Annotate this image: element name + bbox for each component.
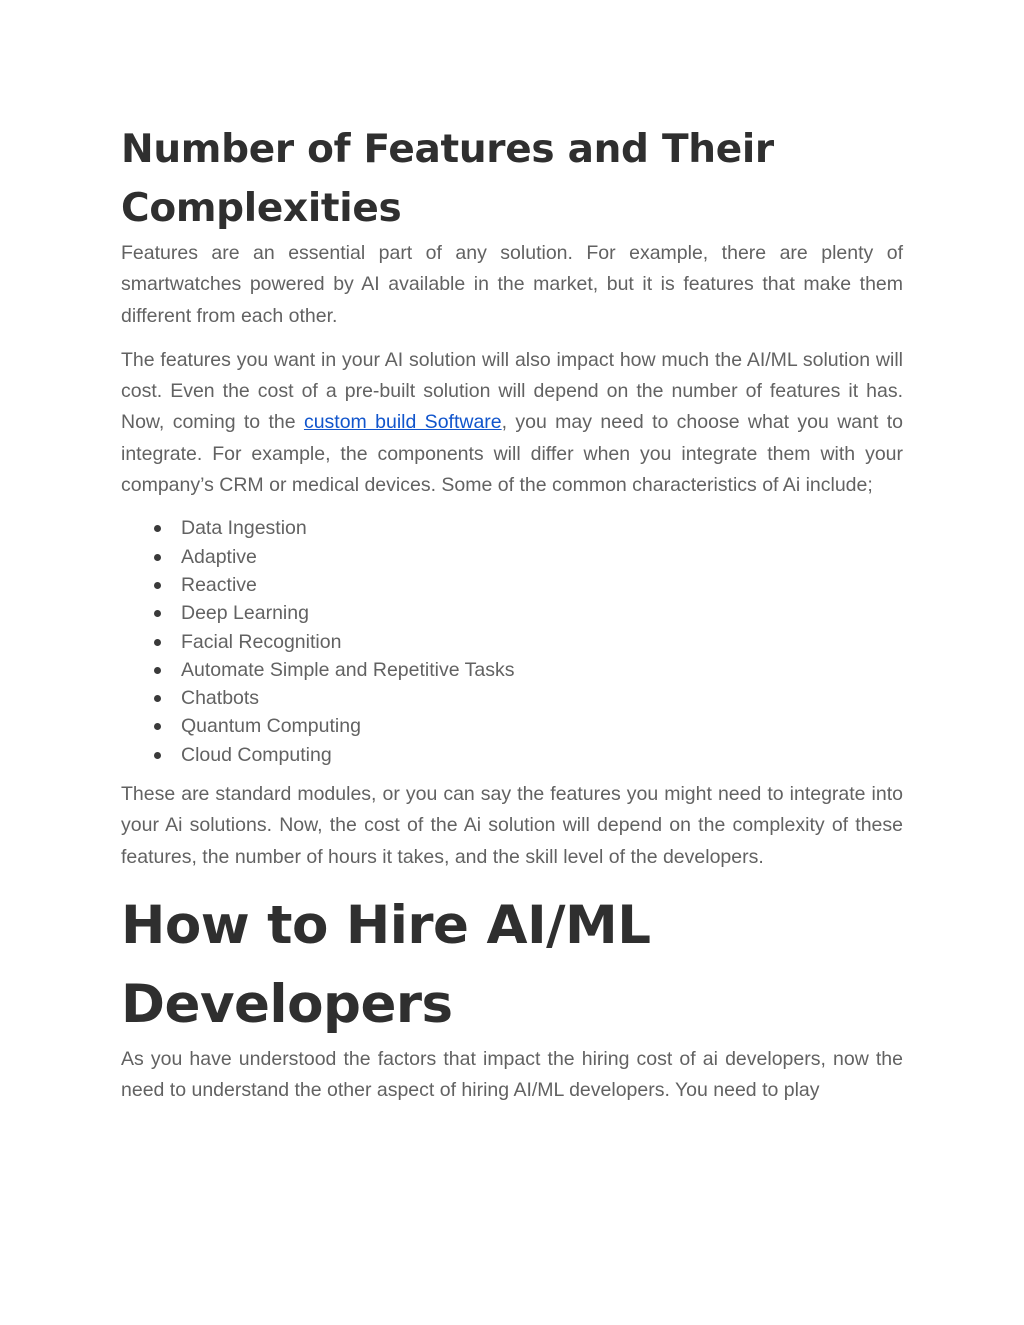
bullet-icon xyxy=(154,554,161,561)
list-item xyxy=(121,684,903,712)
section-heading-features: Number of Features and Their Complexities xyxy=(121,127,774,231)
list-item xyxy=(121,656,903,684)
list-item xyxy=(121,599,903,627)
list-item xyxy=(121,628,903,656)
list-item-label: Quantum Computing xyxy=(181,715,361,738)
list-item-label: Adaptive xyxy=(181,545,257,568)
bullet-icon xyxy=(154,752,161,759)
custom-build-software-link[interactable]: custom build Software xyxy=(303,411,502,434)
bullet-icon xyxy=(154,610,161,617)
paragraph-features-summary: These are standard modules, or you can say the features you might need to integrate into your Ai solutions. Now, the cost of the Ai solution will depend on the complexity of these features, the number of hours it takes, and the skill level of the developers. xyxy=(121,783,903,868)
list-item xyxy=(121,571,903,599)
list-item xyxy=(121,543,903,571)
bullet-icon xyxy=(154,723,161,730)
paragraph-text: The features you want in your AI solution will also impact how much the AI/ML solution will cost. Even the cost of a pre-built solution will depend on the number of features it has. Now, coming to the xyxy=(121,348,903,434)
bullet-icon xyxy=(154,667,161,674)
list-item xyxy=(121,712,903,740)
list-item xyxy=(121,741,903,769)
list-item-label: Deep Learning xyxy=(181,602,309,625)
paragraph-features-intro: Features are an essential part of any solution. For example, there are plenty of smartwatches powered by AI available in the market, but it is features that make them different from each other. xyxy=(121,242,903,327)
section-heading-hire: How to Hire AI/ML Developers xyxy=(121,894,651,1035)
paragraph-hire-intro: As you have understood the factors that impact the hiring cost of ai developers, now the need to understand the other aspect of hiring AI/ML developers. You need to play xyxy=(121,1047,903,1102)
paragraph-text: , you may need to choose what you want to integrate. For example, the components will differ when you integrate them with your company’s CRM or medical devices. Some of the common characteristics of Ai include; xyxy=(121,411,903,497)
list-item xyxy=(121,514,903,542)
bullet-icon xyxy=(154,525,161,532)
list-item-label: Chatbots xyxy=(181,687,260,710)
paragraph-features-cost xyxy=(121,345,903,501)
bullet-icon xyxy=(154,639,161,646)
bullet-icon xyxy=(154,695,161,702)
features-list xyxy=(121,514,903,769)
list-item-label: Automate Simple and Repetitive Tasks xyxy=(181,658,515,681)
list-item-label: Cloud Computing xyxy=(181,743,332,766)
document-page xyxy=(121,120,903,1120)
bullet-icon xyxy=(154,582,161,589)
list-item-label: Reactive xyxy=(181,573,257,596)
list-item-label: Facial Recognition xyxy=(181,630,342,653)
list-item-label: Data Ingestion xyxy=(181,517,307,540)
